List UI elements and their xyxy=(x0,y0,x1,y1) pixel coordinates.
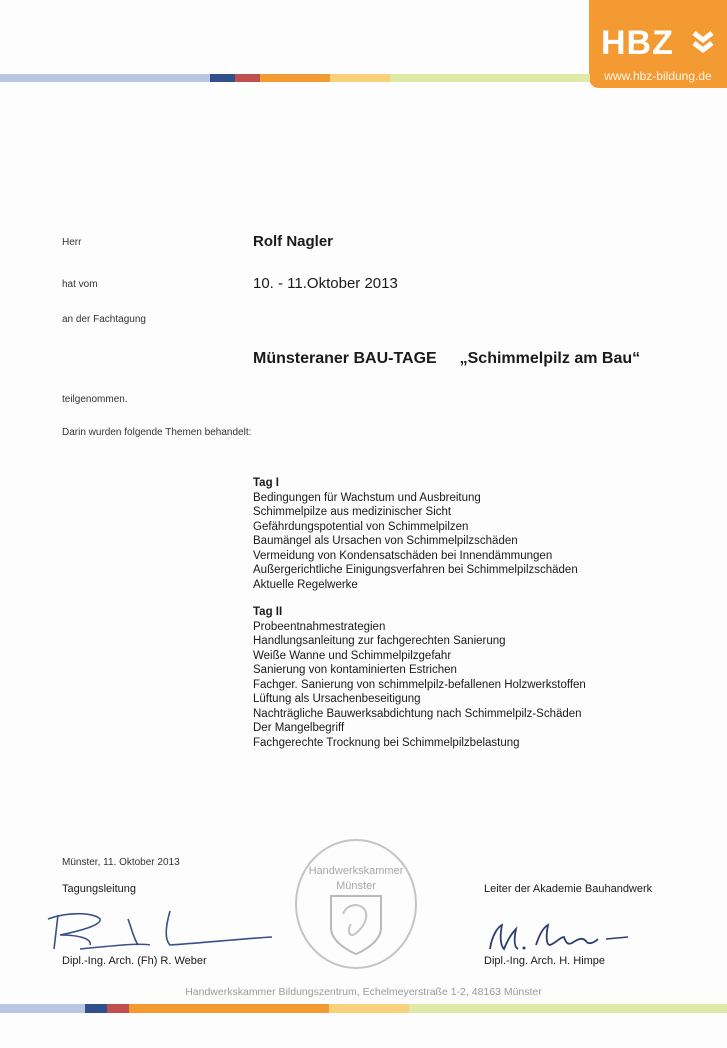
logo-chevron-icon xyxy=(691,27,715,57)
hbz-logo xyxy=(589,0,727,88)
list-item: Außergerichtliche Einigungsverfahren bei Schimmelpilzschäden xyxy=(253,564,578,576)
right-role: Leiter der Akademie Bauhandwerk xyxy=(484,883,653,895)
right-signatory: Dipl.-Ing. Arch. H. Himpe xyxy=(484,955,606,967)
day2-title: Tag II xyxy=(253,606,283,618)
topics-list xyxy=(253,476,586,750)
list-item: Der Mangelbegriff xyxy=(253,722,345,734)
label-event: an der Fachtagung xyxy=(62,314,146,325)
list-item: Weiße Wanne und Schimmelpilzgefahr xyxy=(253,649,452,662)
list-item: Bedingungen für Wachstum und Ausbreitung xyxy=(253,491,481,504)
list-item: Lüftung als Ursachenbeseitigung xyxy=(253,693,421,705)
list-item: Aktuelle Regelwerke xyxy=(253,578,358,591)
event-dates: 10. - 11.Oktober 2013 xyxy=(253,275,398,292)
seal-line1: Handwerkskammer xyxy=(308,865,404,877)
left-signatory: Dipl.-Ing. Arch. (Fh) R. Weber xyxy=(62,955,207,967)
list-item: Nachträgliche Bauwerksabdichtung nach Schimmelpilz-Schäden xyxy=(253,707,582,720)
list-item: Fachger. Sanierung von schimmelpilz-befallenen Holzwerkstoffen xyxy=(253,678,586,691)
seal-line2: Münster xyxy=(336,880,376,892)
event-theme: „Schimmelpilz am Bau“ xyxy=(459,350,641,367)
left-signature xyxy=(40,905,280,960)
list-item: Fachgerechte Trocknung bei Schimmelpilzbelastung xyxy=(253,736,520,749)
participated-text: teilgenommen. xyxy=(62,394,128,405)
list-item: Schimmelpilze aus medizinischer Sicht xyxy=(253,506,452,518)
chamber-seal xyxy=(293,838,419,970)
list-item: Gefährdungspotential von Schimmelpilzen xyxy=(253,520,469,533)
participant-name: Rolf Nagler xyxy=(253,233,334,250)
day1-title: Tag I xyxy=(253,477,279,489)
logo-brand: HBZ xyxy=(601,24,674,62)
event-title xyxy=(253,350,640,368)
right-signature xyxy=(482,915,642,957)
place-date: Münster, 11. Oktober 2013 xyxy=(62,857,180,868)
left-role: Tagungsleitung xyxy=(62,883,137,895)
event-name: Münsteraner BAU-TAGE xyxy=(253,350,437,367)
label-from: hat vom xyxy=(62,279,98,290)
list-item: Probeentnahmestrategien xyxy=(253,620,386,633)
salutation: Herr xyxy=(62,237,82,248)
list-item: Baumängel als Ursachen von Schimmelpilzschäden xyxy=(253,535,518,547)
topics-intro: Darin wurden folgende Themen behandelt: xyxy=(62,427,252,438)
list-item: Vermeidung von Kondensatschäden bei Innendämmungen xyxy=(253,549,553,562)
list-item: Handlungsanleitung zur fachgerechten Sanierung xyxy=(253,635,506,647)
list-item: Sanierung von kontaminierten Estrichen xyxy=(253,664,457,676)
footer-address: Handwerkskammer Bildungszentrum, Echelmeyerstraße 1-2, 48163 Münster xyxy=(185,986,542,998)
logo-url: www.hbz-bildung.de xyxy=(604,69,712,83)
